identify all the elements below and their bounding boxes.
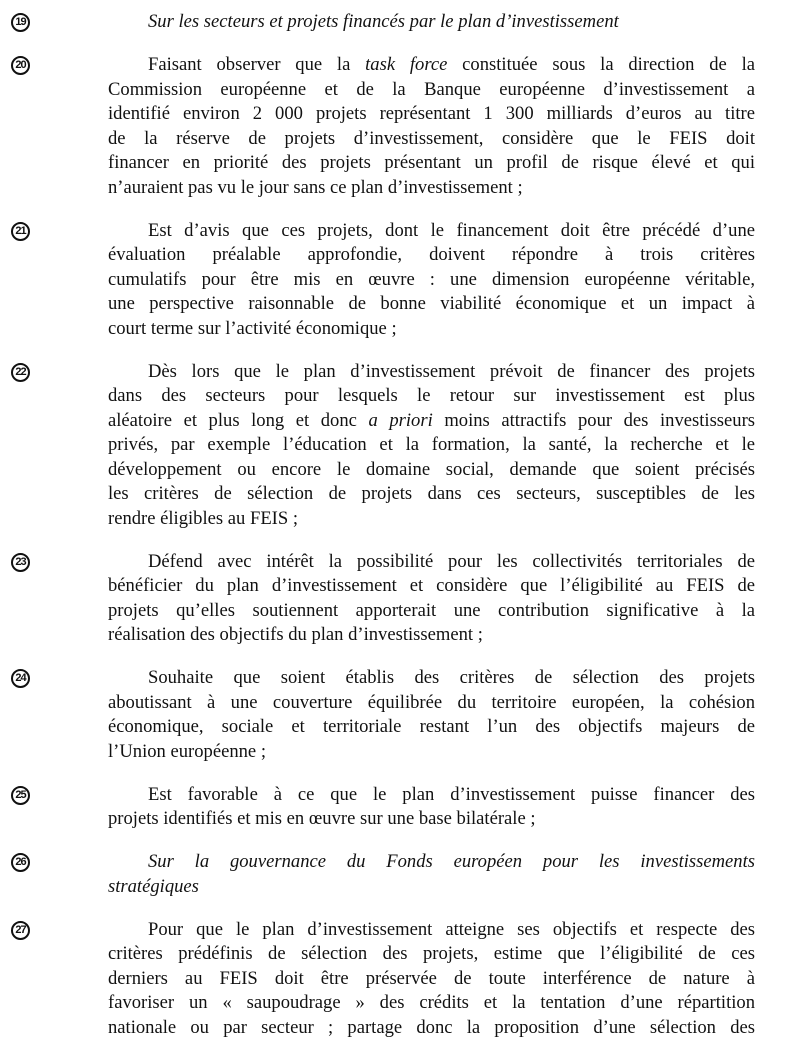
text-line <box>108 918 755 943</box>
text-line <box>108 623 755 648</box>
text-line <box>108 151 755 176</box>
text-line <box>108 875 755 900</box>
paragraph-number-circle: 23 <box>11 553 30 572</box>
text-segment: cumulatifs pour être mis en œuvre : une dimension européenne véritable, <box>108 268 755 290</box>
italic-text: stratégiques <box>108 875 199 897</box>
numbered-paragraph <box>0 783 787 832</box>
text-line <box>108 360 755 385</box>
text-segment: critères prédéfinis de sélection des projets, estime que l’éligibilité de ces <box>108 943 755 964</box>
text-line <box>108 458 755 483</box>
text-line <box>108 409 755 434</box>
text-segment: les critères de sélection de projets dans ces secteurs, susceptibles de les <box>108 483 755 504</box>
text-line <box>108 102 755 127</box>
numbered-paragraph <box>0 219 787 342</box>
text-segment: favoriser un « saupoudrage » des crédits et la tentation d’une répartition <box>108 992 755 1013</box>
text-segment: derniers au FEIS doit être préservée de toute interférence de nature à <box>108 967 755 989</box>
text-segment: Dès lors que le plan d’investissement prévoit de financer des projets <box>148 360 755 382</box>
text-line <box>108 127 755 152</box>
text-line <box>108 691 755 716</box>
text-line <box>108 599 755 624</box>
text-line <box>108 507 755 532</box>
numbered-paragraph <box>0 550 787 648</box>
text-segment: Faisant observer que la <box>148 54 366 75</box>
paragraph-number-circle: 21 <box>11 222 30 241</box>
text-segment: financer en priorité des projets présentant un profil de risque élevé et qui <box>108 152 755 173</box>
text-segment: projets identifiés et mis en œuvre sur une base bilatérale ; <box>108 808 536 829</box>
text-line <box>108 219 755 244</box>
text-segment: aboutissant à une couverture équilibrée du territoire européen, la cohésion <box>108 691 755 713</box>
paragraph-number-circle: 25 <box>11 786 30 805</box>
text-line <box>108 317 755 342</box>
text-line <box>108 715 755 740</box>
numbered-paragraph <box>0 918 787 1041</box>
text-line <box>108 574 755 599</box>
italic-text: Sur les secteurs et projets financés par le plan d’investissement <box>148 11 619 32</box>
text-segment: de la réserve de projets d’investissement, considère que le FEIS doit <box>108 127 755 149</box>
text-segment: Défend avec intérêt la possibilité pour les collectivités territoriales de <box>148 550 755 572</box>
numbered-paragraph <box>0 666 787 764</box>
text-segment: développement ou encore le domaine social, demande que soient précisés <box>108 458 755 480</box>
numbered-paragraph <box>0 53 787 200</box>
text-segment: Commission européenne et de la Banque européenne d’investissement a <box>108 78 755 100</box>
italic-text: task force <box>365 54 448 75</box>
text-segment: une perspective raisonnable de bonne viabilité économique et un impact à <box>108 293 755 314</box>
text-segment: moins attractifs pour des investisseurs <box>432 409 756 431</box>
text-segment: identifié environ 2 000 projets représentant 1 300 milliards d’euros au titre <box>108 103 755 124</box>
document-page <box>0 10 787 1059</box>
text-segment: Est favorable à ce que le plan d’investissement puisse financer des <box>148 783 755 805</box>
text-line <box>108 384 755 409</box>
text-line <box>108 783 755 808</box>
text-segment: réalisation des objectifs du plan d’investissement ; <box>108 624 483 645</box>
text-line <box>108 53 755 78</box>
text-segment: privés, par exemple l’éducation et la formation, la santé, la recherche et le <box>108 434 755 455</box>
text-segment: constituée sous la direction de la <box>447 54 755 75</box>
paragraph-number-circle: 24 <box>11 669 30 688</box>
text-segment: Est d’avis que ces projets, dont le financement doit être précédé d’une <box>148 219 755 241</box>
text-segment: rendre éligibles au FEIS ; <box>108 507 299 529</box>
text-segment: nationale ou par secteur ; partage donc la proposition d’une sélection des <box>108 1016 755 1038</box>
text-segment: économique, sociale et territoriale restant l’un des objectifs majeurs de <box>108 716 755 737</box>
text-line <box>108 268 755 293</box>
paragraph-number-circle: 19 <box>11 13 30 32</box>
text-line <box>108 433 755 458</box>
text-line <box>108 550 755 575</box>
text-line <box>108 991 755 1016</box>
text-segment: n’auraient pas vu le jour sans ce plan d’investissement ; <box>108 176 523 198</box>
text-line <box>108 10 755 35</box>
text-line <box>108 740 755 765</box>
text-line <box>108 1016 755 1041</box>
text-line <box>108 850 755 875</box>
text-line <box>108 78 755 103</box>
text-line <box>108 292 755 317</box>
section-heading-paragraph <box>0 850 787 899</box>
text-line <box>108 482 755 507</box>
section-heading-paragraph <box>0 10 787 35</box>
paragraph-number-circle: 27 <box>11 921 30 940</box>
text-segment: aléatoire et plus long et donc <box>108 409 369 431</box>
text-segment: Souhaite que soient établis des critères de sélection des projets <box>148 667 755 688</box>
text-segment: bénéficier du plan d’investissement et considère que l’éligibilité au FEIS de <box>108 575 755 596</box>
paragraph-number-circle: 22 <box>11 363 30 382</box>
text-line <box>108 176 755 201</box>
italic-text: a priori <box>368 409 433 431</box>
text-segment: l’Union européenne ; <box>108 740 266 762</box>
italic-text: Sur la gouvernance du Fonds européen pour les investissements <box>148 851 755 872</box>
paragraph-number-circle: 26 <box>11 853 30 872</box>
text-line <box>108 967 755 992</box>
text-segment: évaluation préalable approfondie, doivent répondre à trois critères <box>108 244 755 265</box>
text-line <box>108 243 755 268</box>
text-line <box>108 807 755 832</box>
numbered-paragraph <box>0 360 787 532</box>
text-segment: projets qu’elles soutiennent apporterait une contribution significative à la <box>108 599 755 621</box>
text-segment: dans des secteurs pour lesquels le retour sur investissement est plus <box>108 385 755 406</box>
paragraph-number-circle: 20 <box>11 56 30 75</box>
text-segment: court terme sur l’activité économique ; <box>108 317 397 339</box>
text-line <box>108 942 755 967</box>
text-segment: Pour que le plan d’investissement atteigne ses objectifs et respecte des <box>148 918 755 940</box>
text-line <box>108 666 755 691</box>
